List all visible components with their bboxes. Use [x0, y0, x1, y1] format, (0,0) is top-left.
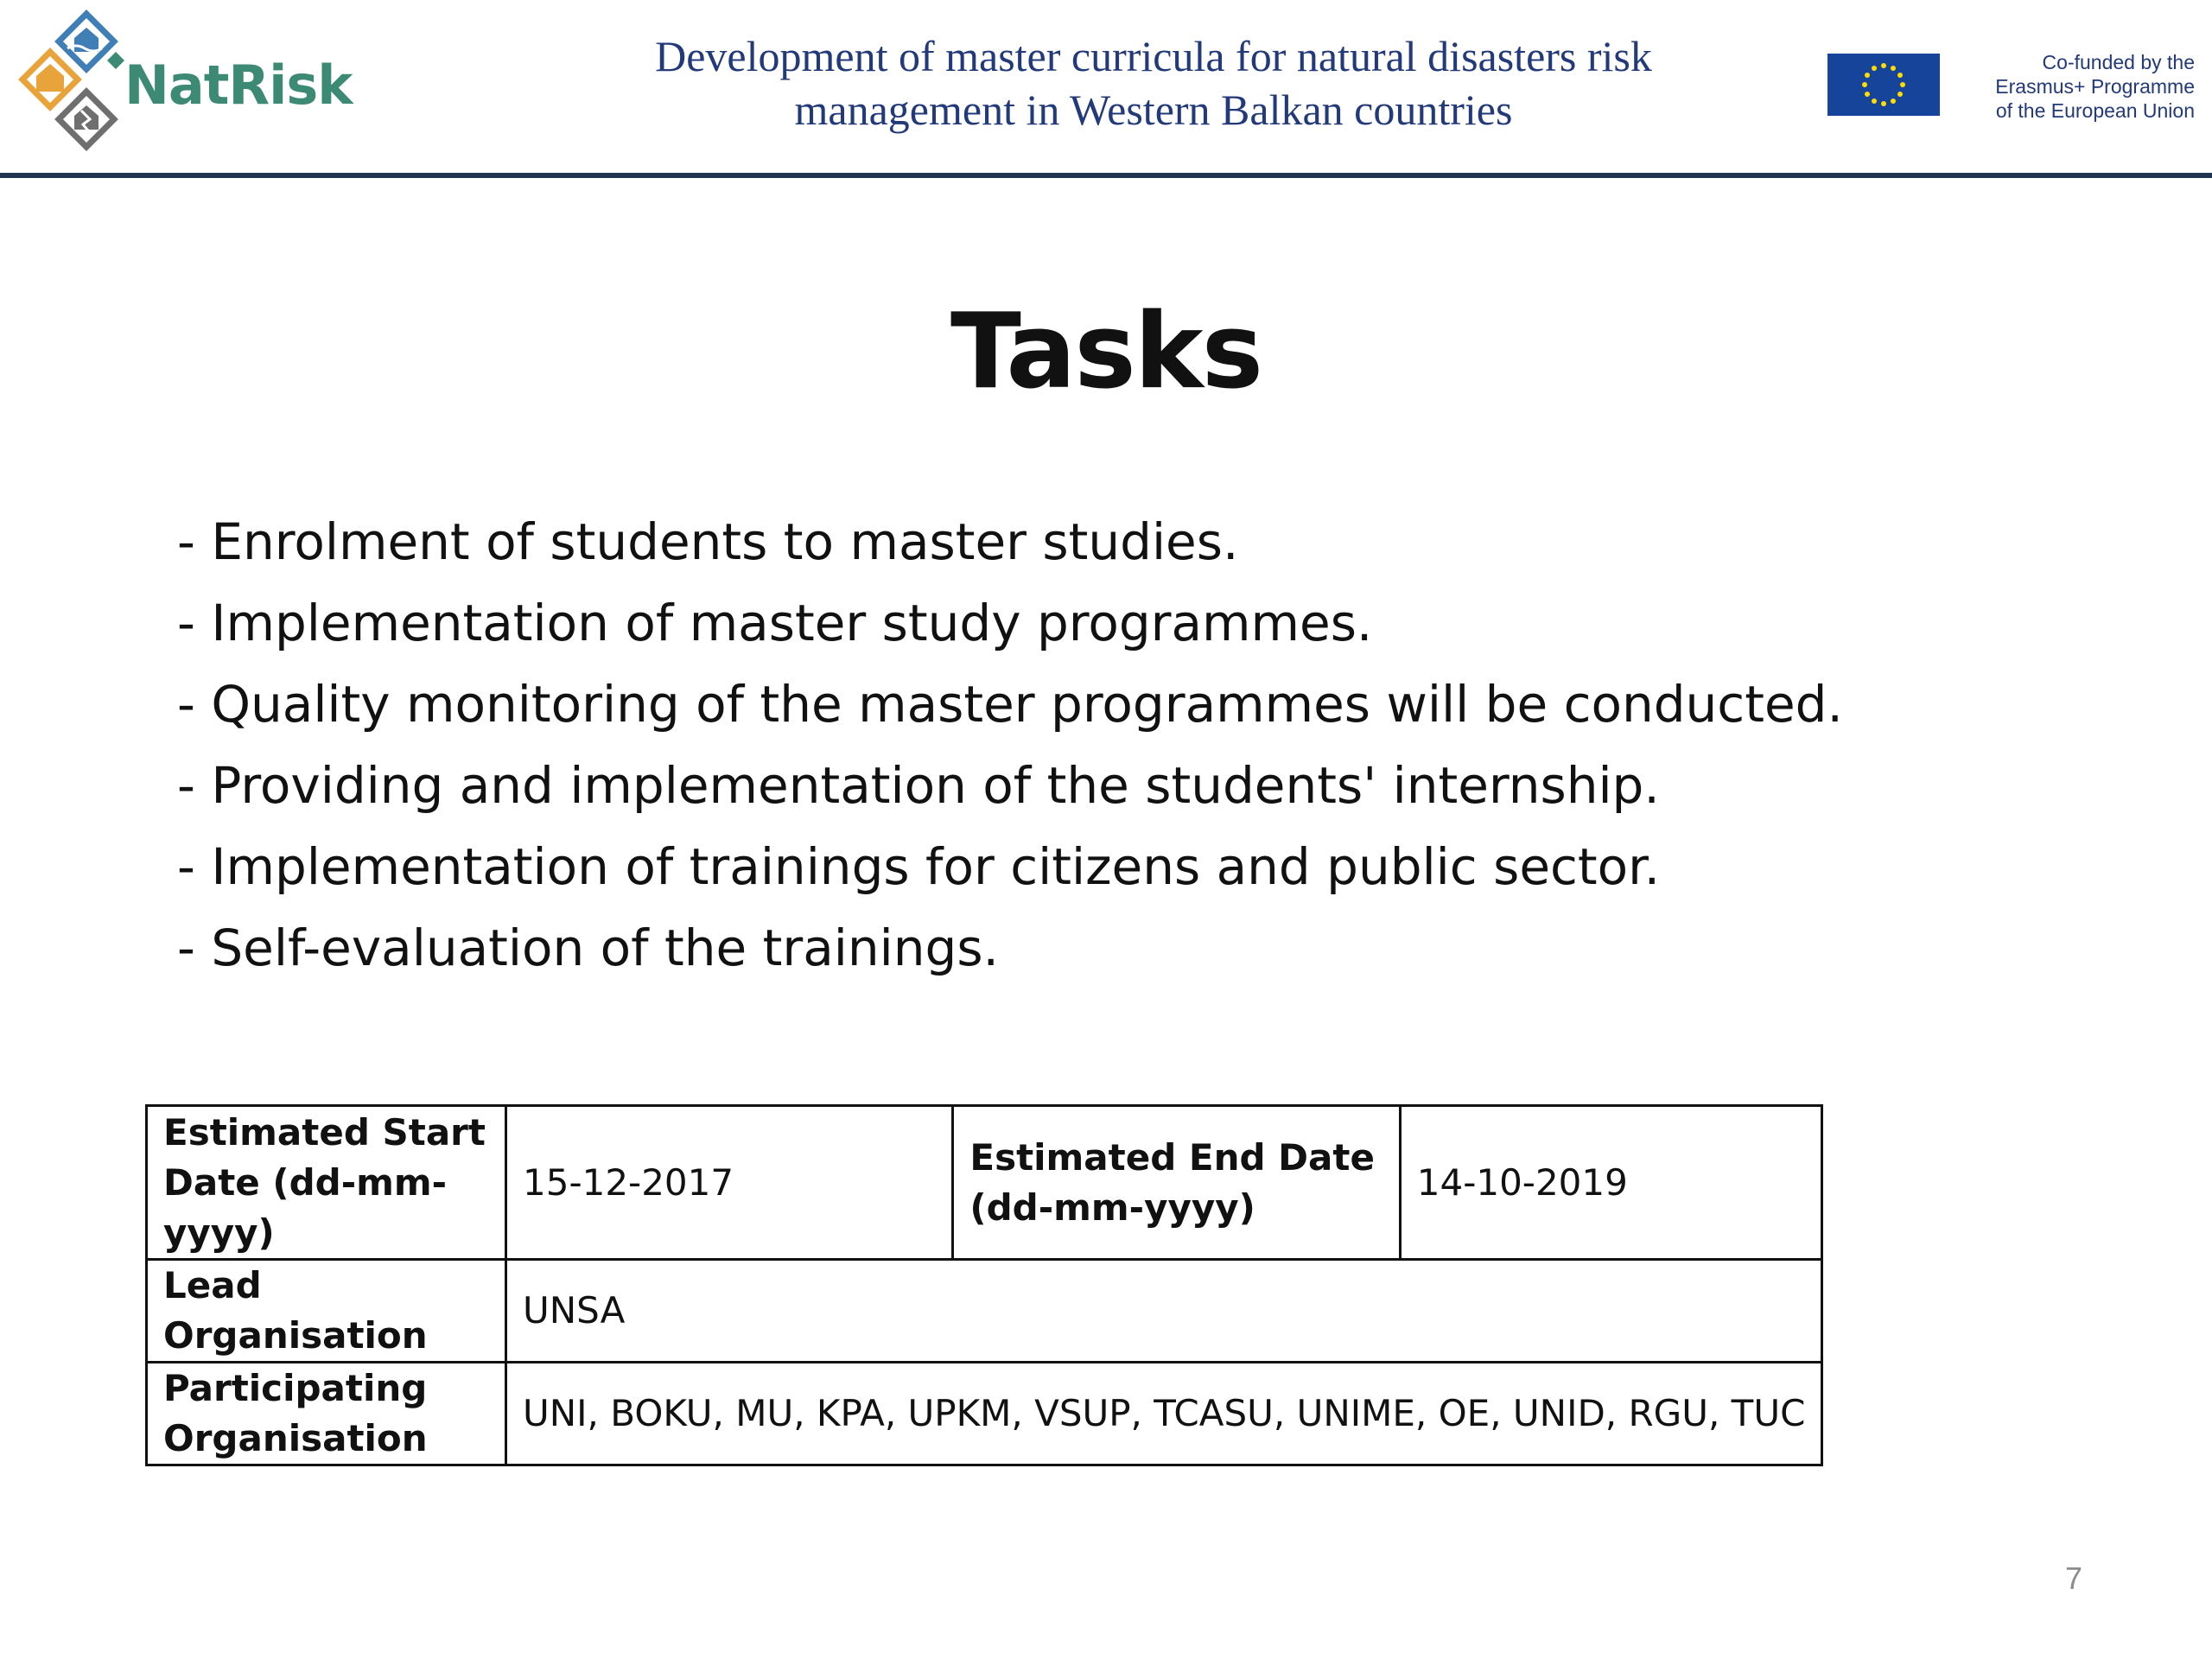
- natrisk-logo-text: NatRisk: [124, 54, 353, 117]
- header-divider: [0, 173, 2212, 178]
- natrisk-logo: [12, 9, 358, 161]
- header-title-line1: Development of master curricula for natural disasters risk: [655, 32, 1652, 80]
- lead-organisation-value: UNSA: [506, 1260, 1822, 1363]
- task-item: - Providing and implementation of the students' internship.: [177, 756, 1660, 815]
- page-number: 7: [2064, 1560, 2083, 1596]
- end-date-label: Estimated End Date (dd-mm-yyyy): [953, 1106, 1400, 1260]
- natrisk-house-diamond-icon: [12, 9, 124, 156]
- eu-cofunded-text: [1948, 50, 2195, 123]
- slide-title: Tasks: [950, 292, 1262, 412]
- table-row: [147, 1260, 1822, 1363]
- task-info-table: [145, 1104, 1823, 1466]
- header-title-line2: management in Western Balkan countries: [794, 86, 1513, 134]
- start-date-label: Estimated Start Date (dd-mm-yyyy): [147, 1106, 506, 1260]
- participating-organisation-label: Participating Organisation: [147, 1363, 506, 1465]
- task-item: - Quality monitoring of the master programmes will be conducted.: [177, 675, 1843, 734]
- lead-organisation-label: Lead Organisation: [147, 1260, 506, 1363]
- task-list: [177, 501, 1843, 988]
- slide-header: [0, 0, 2212, 178]
- start-date-value: 15-12-2017: [506, 1106, 953, 1260]
- end-date-value: 14-10-2019: [1400, 1106, 1822, 1260]
- task-item: - Implementation of trainings for citizens and public sector.: [177, 837, 1661, 896]
- task-item: - Implementation of master study programmes.: [177, 594, 1373, 652]
- task-item: - Self-evaluation of the trainings.: [177, 918, 999, 977]
- eu-text-line1: Co-funded by the: [2042, 51, 2195, 73]
- table-row: [147, 1363, 1822, 1465]
- table-row: [147, 1106, 1822, 1260]
- eu-text-line2: Erasmus+ Programme: [1995, 75, 2195, 98]
- eu-text-line3: of the European Union: [1995, 99, 2195, 122]
- header-title: [536, 29, 1771, 137]
- eu-flag-icon: [1827, 54, 1940, 116]
- task-item: - Enrolment of students to master studies.: [177, 512, 1239, 571]
- participating-organisation-value: UNI, BOKU, MU, KPA, UPKM, VSUP, TCASU, UNIME, OE, UNID, RGU, TUC: [506, 1363, 1822, 1465]
